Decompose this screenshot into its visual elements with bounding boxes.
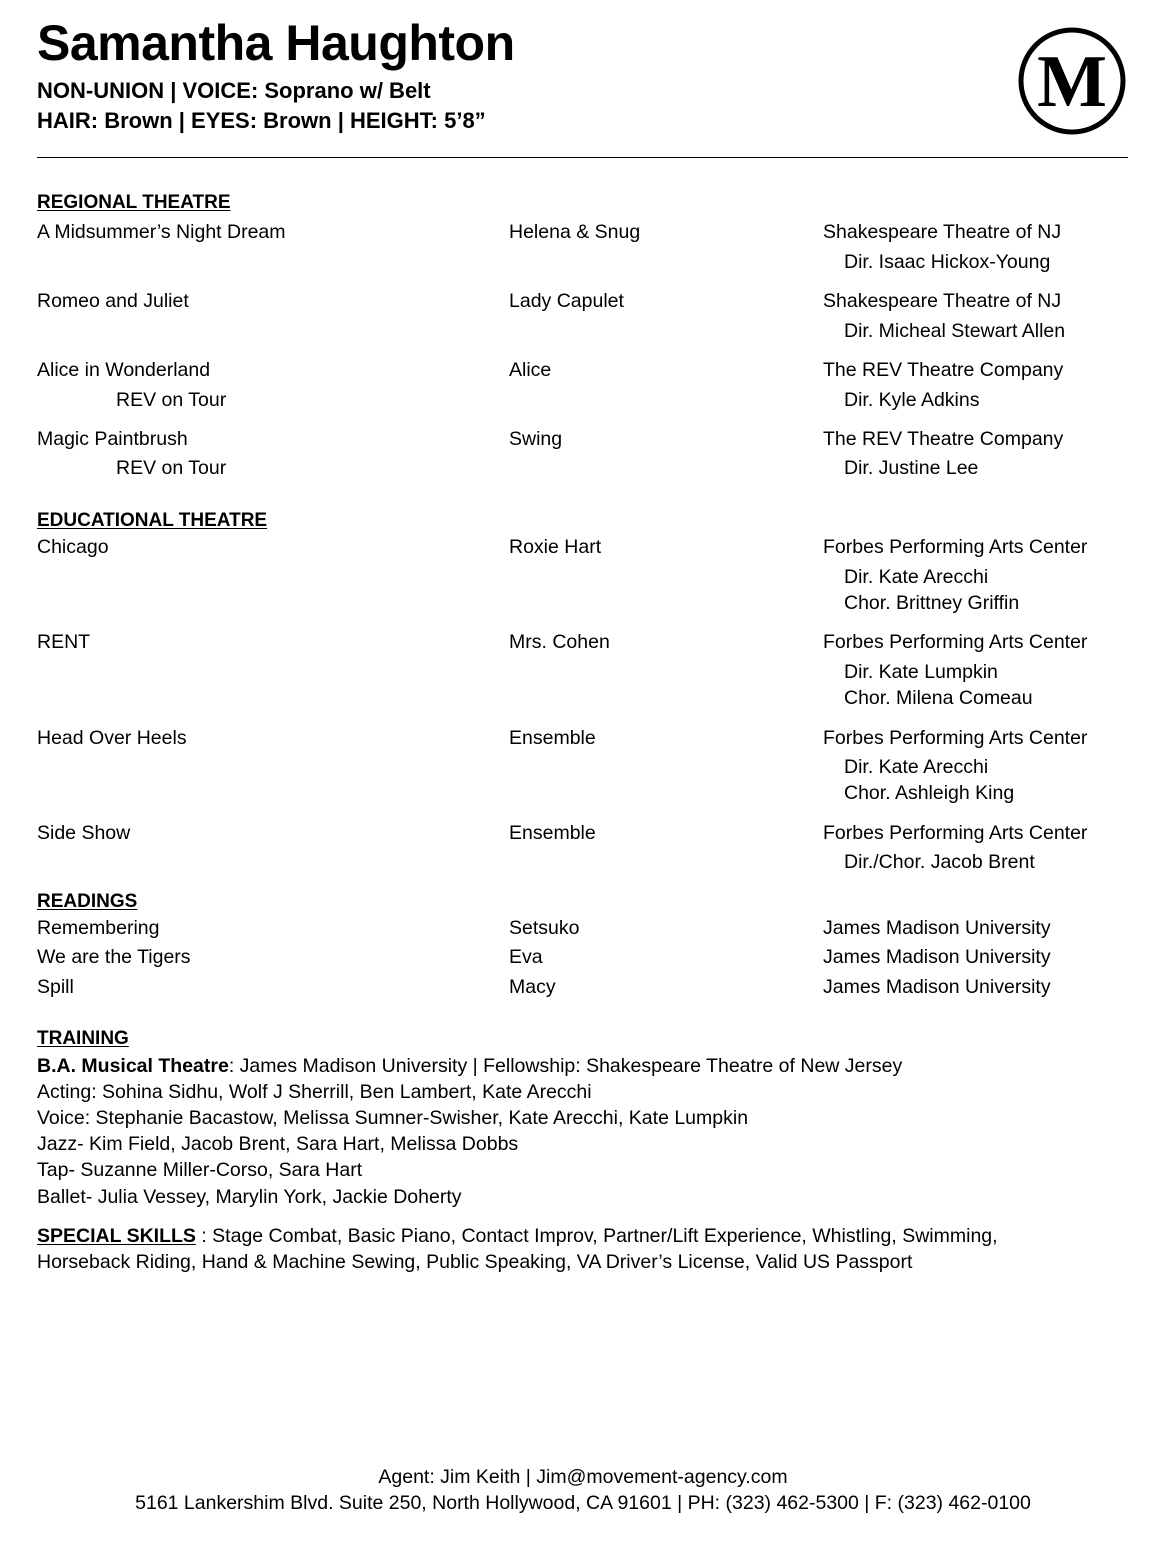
header-divider <box>37 157 1128 158</box>
reading-role: Macy <box>509 976 556 998</box>
reading-company: James Madison University <box>823 976 1051 998</box>
credit-company: Forbes Performing Arts Center <box>823 631 1088 653</box>
credit-choreographer: Chor. Ashleigh King <box>844 782 1015 804</box>
section-educational-theatre: EDUCATIONAL THEATRE <box>37 510 268 531</box>
credit-role: Ensemble <box>509 727 596 749</box>
training-degree <box>37 1054 902 1078</box>
credit-role: Roxie Hart <box>509 536 602 558</box>
section-special-skills: SPECIAL SKILLS <box>37 1225 196 1247</box>
reading-company: James Madison University <box>823 917 1051 939</box>
reading-role: Eva <box>509 946 543 968</box>
degree-title: B.A. Musical Theatre <box>37 1055 229 1077</box>
credit-show: Romeo and Juliet <box>37 290 189 312</box>
credit-choreographer: Chor. Milena Comeau <box>844 687 1033 709</box>
training-voice: Voice: Stephanie Bacastow, Melissa Sumner-Swisher, Kate Arecchi, Kate Lumpkin <box>37 1107 749 1129</box>
credit-company: Forbes Performing Arts Center <box>823 536 1088 558</box>
credit-show: Head Over Heels <box>37 727 187 749</box>
credit-company: The REV Theatre Company <box>823 428 1064 450</box>
credit-role: Helena & Snug <box>509 221 641 243</box>
credit-director: Dir./Chor. Jacob Brent <box>844 851 1035 873</box>
training-acting: Acting: Sohina Sidhu, Wolf J Sherrill, Ben Lambert, Kate Arecchi <box>37 1081 592 1103</box>
credit-choreographer: Chor. Brittney Griffin <box>844 592 1020 614</box>
credit-show: Side Show <box>37 822 131 844</box>
credit-role: Ensemble <box>509 822 596 844</box>
agency-logo <box>1018 27 1126 135</box>
credit-company: Shakespeare Theatre of NJ <box>823 290 1062 312</box>
credit-director: Dir. Kate Arecchi <box>844 566 989 588</box>
training-ballet: Ballet- Julia Vessey, Marylin York, Jackie Doherty <box>37 1186 462 1208</box>
union-voice-line: NON-UNION | VOICE: Soprano w/ Belt <box>37 78 431 103</box>
reading-show: We are the Tigers <box>37 946 191 968</box>
special-skills-line-2: Horseback Riding, Hand & Machine Sewing, Public Speaking, VA Driver’s License, Valid US Passport <box>37 1251 913 1273</box>
special-skills-line-1 <box>37 1224 998 1248</box>
performer-name: Samantha Haughton <box>37 15 515 71</box>
credit-show: Chicago <box>37 536 109 558</box>
section-readings: READINGS <box>37 891 138 912</box>
credit-company: Shakespeare Theatre of NJ <box>823 221 1062 243</box>
credit-director: Dir. Micheal Stewart Allen <box>844 320 1066 342</box>
reading-role: Setsuko <box>509 917 580 939</box>
reading-company: James Madison University <box>823 946 1051 968</box>
credit-director: Dir. Kate Lumpkin <box>844 661 998 683</box>
training-jazz: Jazz- Kim Field, Jacob Brent, Sara Hart, Melissa Dobbs <box>37 1133 519 1155</box>
credit-role: Alice <box>509 359 552 381</box>
reading-show: Spill <box>37 976 74 998</box>
credit-company: The REV Theatre Company <box>823 359 1064 381</box>
credit-show-note: REV on Tour <box>116 457 227 479</box>
credit-role: Mrs. Cohen <box>509 631 610 653</box>
agent-contact: Agent: Jim Keith | Jim@movement-agency.com <box>378 1466 788 1488</box>
agency-address: 5161 Lankershim Blvd. Suite 250, North Hollywood, CA 91601 | PH: (323) 462-5300 | F: (323) 462-0100 <box>135 1492 1031 1514</box>
credit-show: Alice in Wonderland <box>37 359 211 381</box>
skills-list-start: : Stage Combat, Basic Piano, Contact Improv, Partner/Lift Experience, Whistling, Swimming, <box>195 1225 998 1247</box>
training-tap: Tap- Suzanne Miller-Corso, Sara Hart <box>37 1159 363 1181</box>
credit-director: Dir. Isaac Hickox-Young <box>844 251 1051 273</box>
credit-show-note: REV on Tour <box>116 389 227 411</box>
credit-role: Swing <box>509 428 563 450</box>
credit-director: Dir. Justine Lee <box>844 457 979 479</box>
credit-show: A Midsummer’s Night Dream <box>37 221 286 243</box>
physical-stats-line: HAIR: Brown | EYES: Brown | HEIGHT: 5’8” <box>37 108 486 133</box>
degree-details: : James Madison University | Fellowship: Shakespeare Theatre of New Jersey <box>228 1055 903 1077</box>
section-regional-theatre: REGIONAL THEATRE <box>37 192 231 213</box>
credit-company: Forbes Performing Arts Center <box>823 727 1088 749</box>
credit-show: RENT <box>37 631 91 653</box>
credit-director: Dir. Kate Arecchi <box>844 756 989 778</box>
section-training: TRAINING <box>37 1028 129 1049</box>
credit-show: Magic Paintbrush <box>37 428 188 450</box>
credit-role: Lady Capulet <box>509 290 624 312</box>
reading-show: Remembering <box>37 917 160 939</box>
credit-director: Dir. Kyle Adkins <box>844 389 980 411</box>
credit-company: Forbes Performing Arts Center <box>823 822 1088 844</box>
logo-letter: M <box>1037 41 1107 123</box>
